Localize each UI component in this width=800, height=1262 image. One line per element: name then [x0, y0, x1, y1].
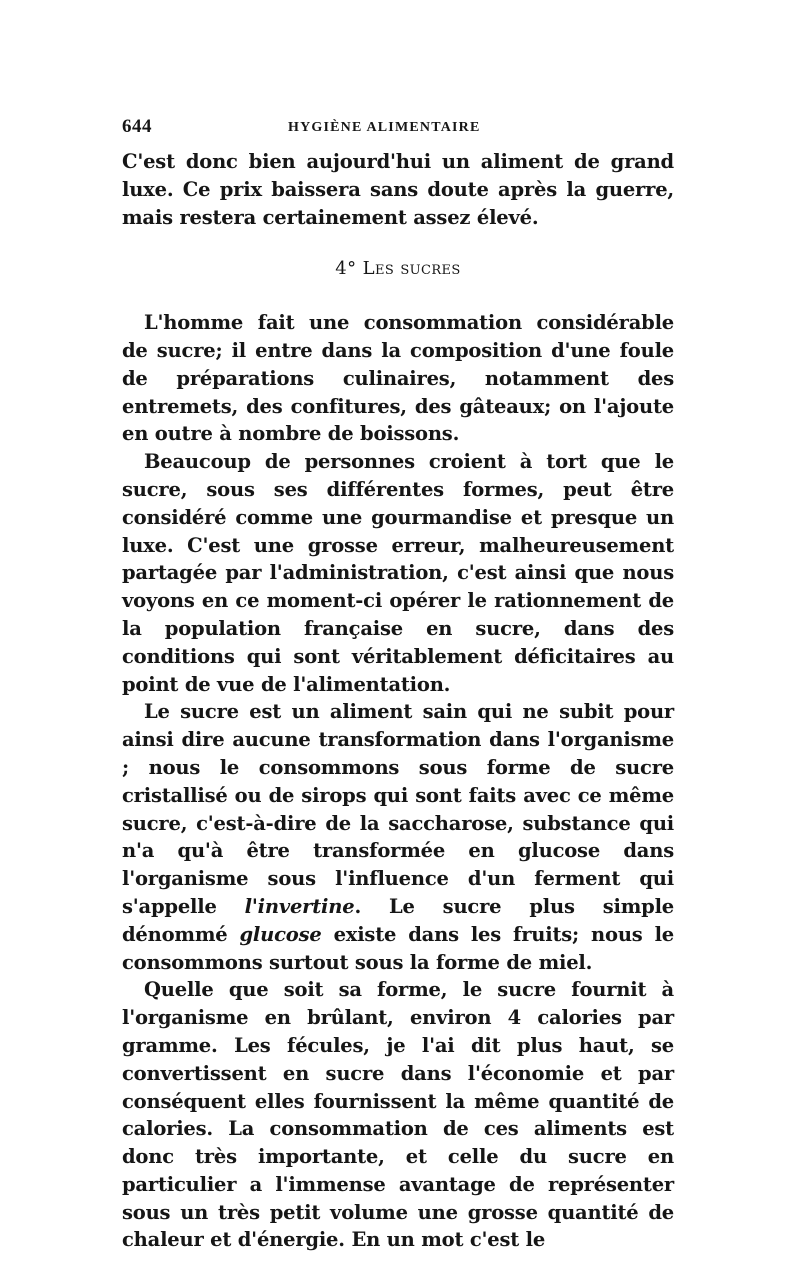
paragraph-text-part: Le sucre est un aliment sain qui ne subit pour ainsi dire aucune transformation dans l'organisme ; nous le consommons sous forme de sucre cristallisé ou de sirops qui sont faits avec ce même sucre, c'est-à-dire de la saccharose, substance qui n'a qu'à être transformée en glucose dans l'organisme sous l'influence d'un ferment qui s'appelle: [122, 700, 674, 918]
running-header: [122, 108, 674, 148]
paragraph-sugar-digestion: [122, 698, 674, 976]
paragraph-text-part: . Le sucre plus simple dénommé: [122, 894, 674, 946]
section-heading: [122, 255, 674, 283]
book-page: [122, 108, 674, 1254]
term-invertine: invertine: [257, 894, 355, 918]
continuation-paragraph: C'est donc bien aujourd'hui un aliment de grand luxe. Ce prix baissera sans doute après la guerre, mais restera certainement assez élevé.: [122, 150, 674, 229]
term-glucose: glucose: [239, 922, 322, 946]
paragraph-misconception: Beaucoup de personnes croient à tort que le sucre, sous ses différentes formes, peut être considéré comme une gourmandise et presque un luxe. C'est une grosse erreur, malheureusement partagée par l'administration, c'est ainsi que nous voyons en ce moment-ci opérer le rationnement de la population française en sucre, dans des conditions qui sont véritablement déficitaires au point de vue de l'alimentation.: [122, 450, 674, 696]
body-text: [122, 148, 674, 1254]
paragraph-consumption: L'homme fait une consommation considérable de sucre; il entre dans la composition d'une foule de préparations culinaires, notamment des entremets, des confitures, des gâteaux; on l'ajoute en outre à nombre de boissons.: [122, 311, 674, 446]
section-number: 4°: [335, 258, 357, 280]
running-title: HYGIÈNE ALIMENTAIRE: [288, 120, 481, 135]
section-title: Les sucres: [362, 258, 461, 280]
l-prefix: l': [244, 894, 258, 918]
paragraph-calories: Quelle que soit sa forme, le sucre fournit à l'organisme en brûlant, environ 4 calories par gramme. Les fécules, je l'ai dit plus haut, se convertissent en sucre dans l'économie et par conséquent elles fournissent la même quantité de calories. La consommation de ces aliments est donc très importante, et celle du sucre en particulier a l'immense avantage de représenter sous un très petit volume une grosse quantité de chaleur et d'énergie. En un mot c'est le: [122, 978, 674, 1252]
paragraph-text-part: existe dans les fruits; nous le consommons surtout sous la forme de miel.: [122, 922, 674, 974]
page-number: 644: [122, 116, 152, 137]
